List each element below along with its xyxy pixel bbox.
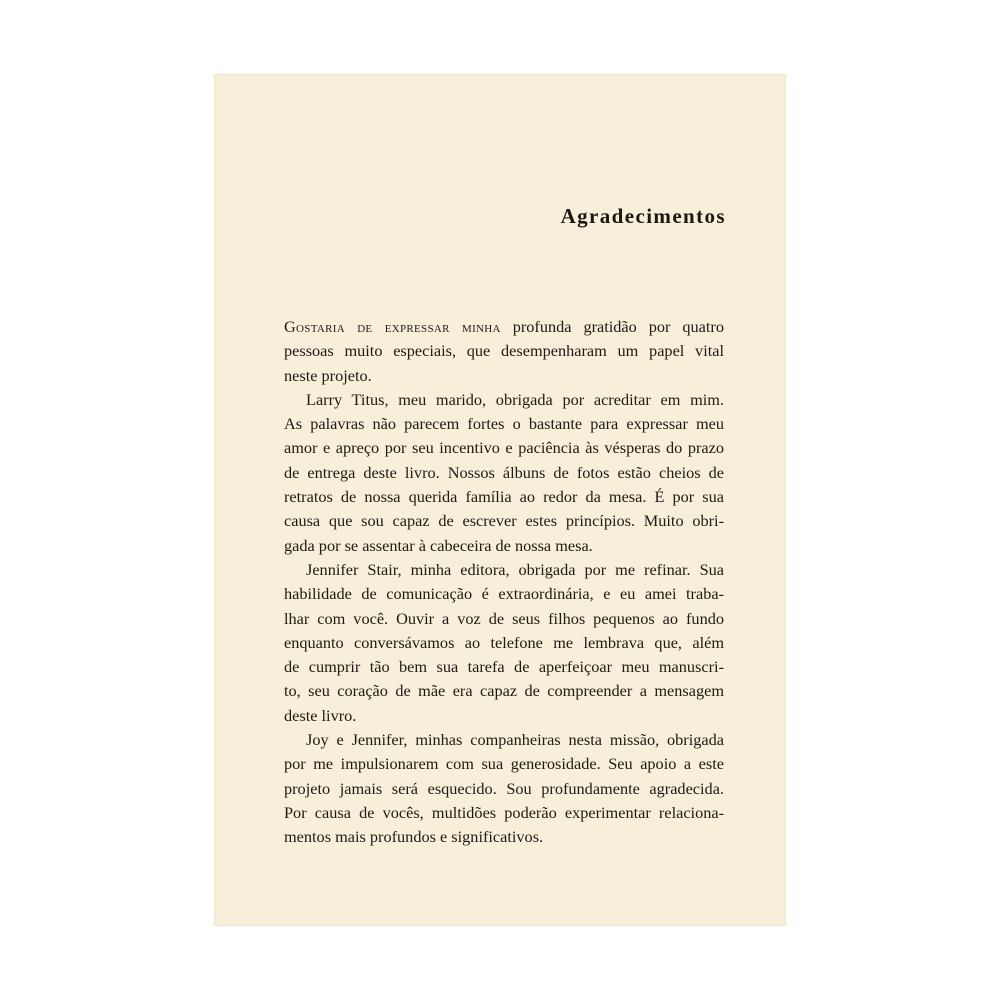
text-line: de entrega deste livro. Nossos álbuns de fotos estão cheios de	[284, 462, 724, 482]
chapter-title: Agradecimentos	[560, 204, 726, 228]
text-line: lhar com você. Ouvir a voz de seus filhos pequenos ao fundo	[284, 608, 724, 628]
text-line-rest: profunda gratidão por quatro	[500, 317, 724, 336]
text-line: habilidade de comunicação é extraordinária, e eu amei traba-	[284, 584, 724, 604]
paragraph-start-line: Joy e Jennifer, minhas companheiras nesta missão, obrigada	[306, 730, 724, 750]
text-line: de cumprir tão bem sua tarefa de aperfeiçoar meu manuscri-	[284, 657, 724, 677]
text-line: mentos mais profundos e significativos.	[284, 827, 544, 847]
text-line: retratos de nossa querida família ao redor da mesa. É por sua	[284, 487, 724, 507]
text-line: As palavras não parecem fortes o bastante para expressar meu	[284, 414, 724, 434]
text-line: amor e apreço por seu incentivo e paciência às vésperas do prazo	[284, 438, 724, 458]
text-line: to, seu coração de mãe era capaz de compreender a mensagem	[284, 681, 724, 701]
text-line: deste livro.	[284, 705, 357, 725]
text-line: neste projeto.	[284, 365, 372, 385]
text-line: Por causa de vocês, multidões poderão experimentar relaciona-	[284, 802, 724, 822]
text-line: por me impulsionarem com sua generosidade. Seu apoio a este	[284, 754, 724, 774]
paragraph-start-line: Jennifer Stair, minha editora, obrigada por me refinar. Sua	[306, 559, 724, 579]
text-line: gada por se assentar à cabeceira de nossa mesa.	[284, 535, 593, 555]
paragraph-start-line: Larry Titus, meu marido, obrigada por acreditar em mim.	[306, 389, 724, 409]
book-page	[214, 74, 786, 926]
opening-smallcaps: Gostaria de expressar minha	[284, 317, 501, 336]
text-line: pessoas muito especiais, que desempenharam um papel vital	[284, 341, 724, 361]
text-line: causa que sou capaz de escrever estes princípios. Muito obri-	[284, 511, 724, 531]
text-line	[284, 315, 724, 339]
acknowledgements-text	[284, 315, 724, 850]
text-line: projeto jamais será esquecido. Sou profundamente agradecida.	[284, 778, 724, 798]
text-line: enquanto conversávamos ao telefone me lembrava que, além	[284, 632, 724, 652]
